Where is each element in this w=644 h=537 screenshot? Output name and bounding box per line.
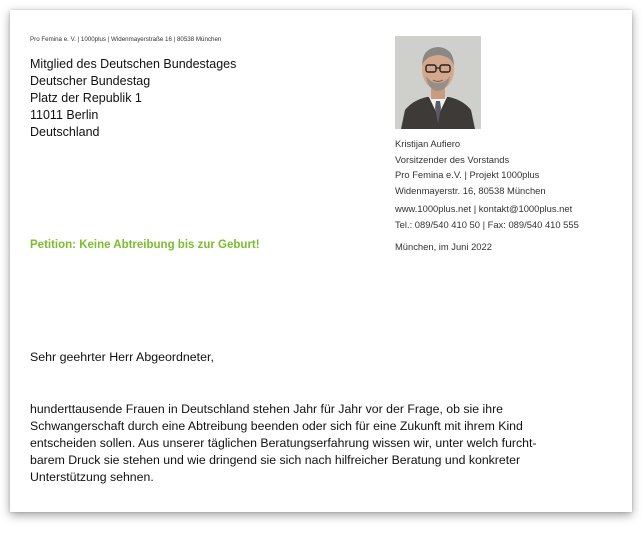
letter-page [10, 10, 632, 512]
body-line: Unterstützung sehnen. [30, 470, 154, 484]
body-line: hunderttausende Frauen in Deutschland stehen Jahr für Jahr vor der Frage, ob sie ihre [30, 402, 504, 416]
recipient-line: Platz der Republik 1 [30, 91, 142, 105]
sender-name: Kristijan Aufiero [395, 138, 461, 149]
recipient-address [30, 56, 236, 141]
salutation: Sehr geehrter Herr Abgeordneter, [30, 350, 214, 364]
place-date: München, im Juni 2022 [395, 240, 492, 252]
letter-subject: Petition: Keine Abtreibung bis zur Geburt! [30, 239, 260, 251]
recipient-line: Deutscher Bundestag [30, 74, 151, 88]
body-line: entscheiden sollen. Aus unserer täglichen Beratungserfahrung wissen wir, unter welch furcht- [30, 436, 537, 450]
sender-organization: Pro Femina e.V. | Projekt 1000plus [395, 169, 540, 181]
portrait-image [395, 36, 481, 129]
sender-return-line: Pro Femina e. V. | 1000plus | Widenmayerstraße 16 | 80538 München [30, 36, 222, 43]
recipient-line: Mitglied des Deutschen Bundestages [30, 57, 237, 71]
letter-body [30, 401, 578, 486]
recipient-line: 11011 Berlin [30, 108, 99, 122]
body-line: Schwangerschaft durch eine Abtreibung beenden oder sich für eine Zukunft mit ihrem Kind [30, 419, 523, 433]
recipient-line: Deutschland [30, 125, 100, 139]
sender-address: Widenmayerstr. 16, 80538 München [395, 184, 546, 196]
sender-portrait-photo [395, 36, 481, 129]
sender-contact-block [395, 136, 579, 254]
sender-web-email: www.1000plus.net | kontakt@1000plus.net [395, 203, 573, 215]
sender-title: Vorsitzender des Vorstands [395, 153, 510, 165]
body-line: barem Druck sie stehen und wie dringend sie sich nach hilfreicher Beratung und konkreter [30, 453, 521, 467]
sender-phone-fax: Tel.: 089/540 410 50 | Fax: 089/540 410 555 [395, 218, 579, 230]
